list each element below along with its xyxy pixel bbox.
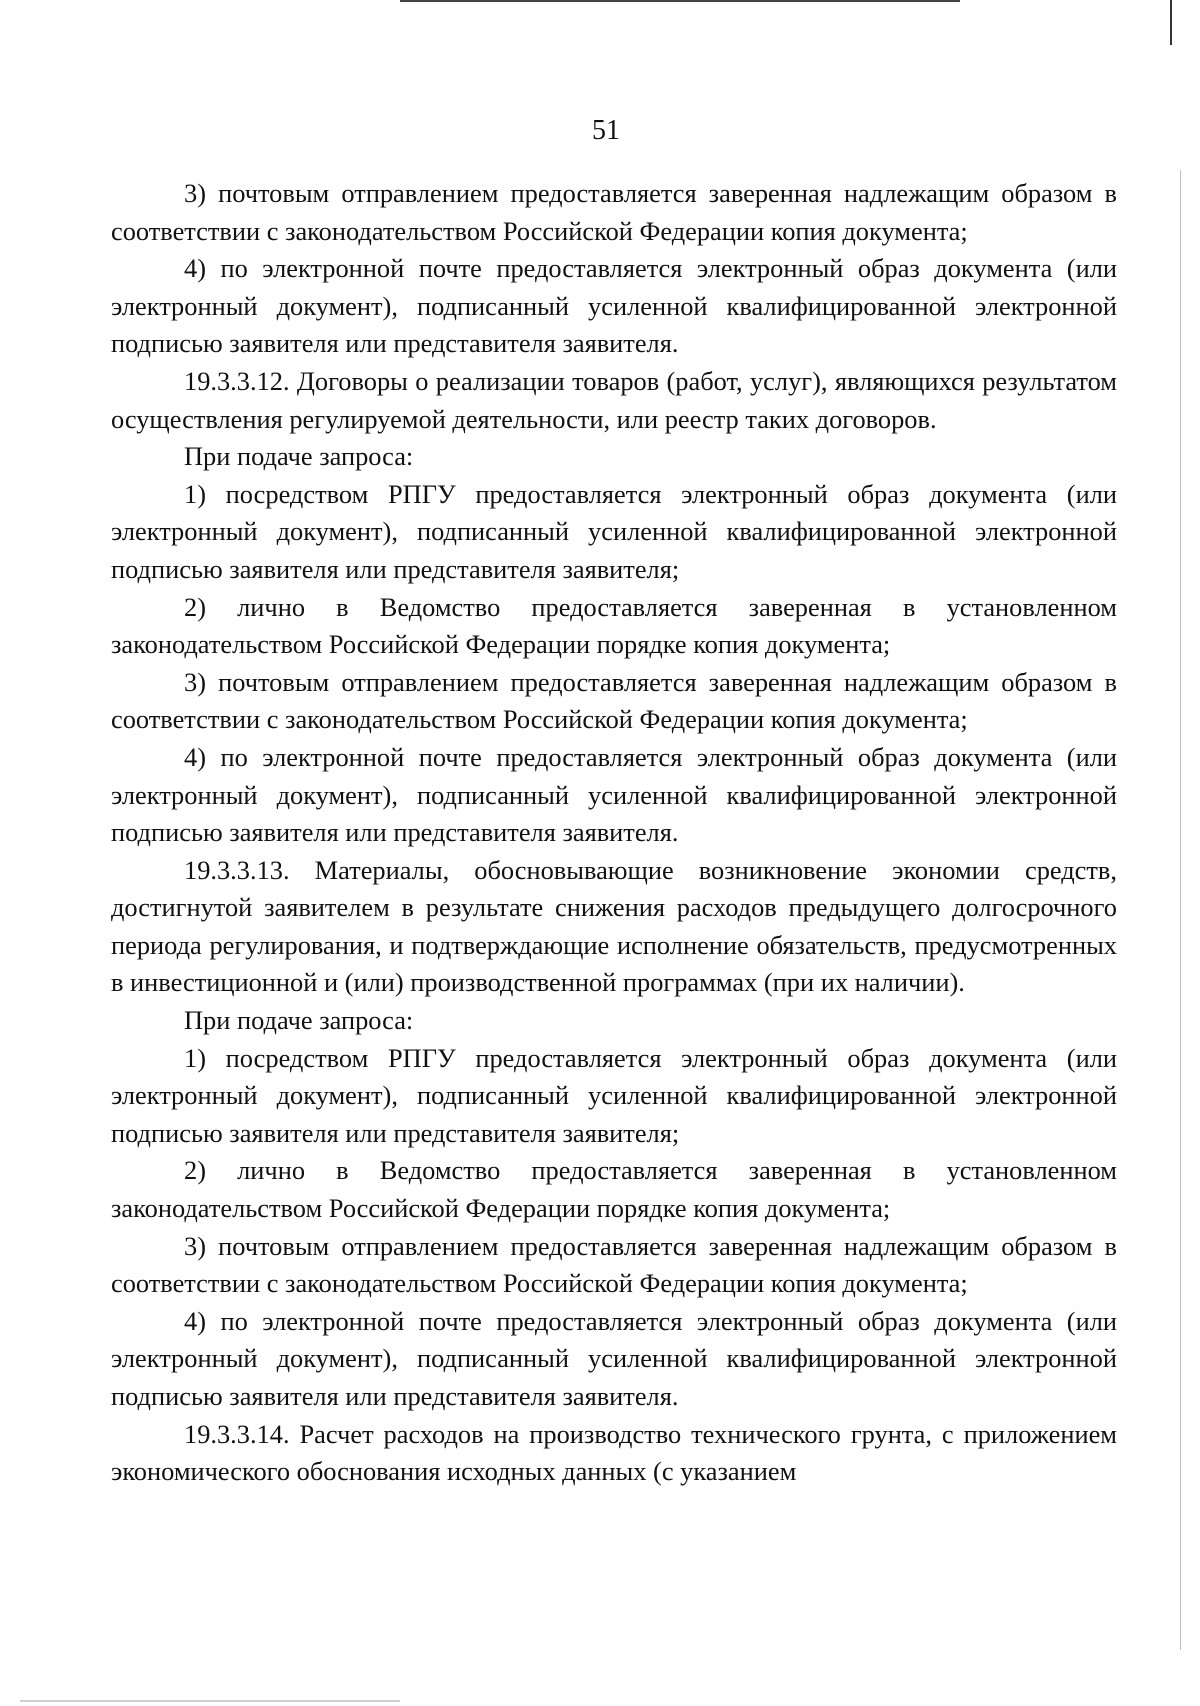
paragraph-rpgu-2: 1) посредством РПГУ предоставляется электронный образ документа (или электронный документ), подписанный усиленной квалифицированной электронной подписью заявителя или представителя заявителя; [111,1042,1117,1148]
paragraph-email-1: 4) по электронной почте предоставляется электронный образ документа (или электронный документ), подписанный усиленной квалифицированной электронной подписью заявителя или представителя заявителя. [111,253,1117,359]
page-number: 51 [592,115,620,146]
scan-edge-bottom [20,1700,400,1702]
scan-edge-top [400,0,960,2]
paragraph-19-3-3-12: 19.3.3.12. Договоры о реализации товаров (работ, услуг), являющихся результатом осуществления регулируемой деятельности, или реестр таких договоров. [111,365,1117,434]
paragraph-rpgu-1: 1) посредством РПГУ предоставляется электронный образ документа (или электронный документ), подписанный усиленной квалифицированной электронной подписью заявителя или представителя заявителя; [111,478,1117,584]
paragraph-postal-3: 3) почтовым отправлением предоставляется заверенная надлежащим образом в соответствии с законодательством Российской Федерации копия документа; [111,1230,1117,1299]
paragraph-request-heading-2: При подаче запроса: [184,1005,414,1036]
paragraph-in-person-1: 2) лично в Ведомство предоставляется заверенная в установленном законодательством Российской Федерации порядке копия документа; [111,591,1117,660]
paragraph-19-3-3-13: 19.3.3.13. Материалы, обосновывающие возникновение экономии средств, достигнутой заявителем в результате снижения расходов предыдущего долгосрочного периода регулирования, и подтверждающие исполнение обязательств, предусмотренных в инвестиционной и (или) производственной программах (при их наличии). [111,854,1117,998]
paragraph-request-heading-1: При подаче запроса: [184,441,414,472]
paragraph-postal-2: 3) почтовым отправлением предоставляется заверенная надлежащим образом в соответствии с законодательством Российской Федерации копия документа; [111,666,1117,735]
paragraph-19-3-3-14: 19.3.3.14. Расчет расходов на производство технического грунта, с приложением экономического обоснования исходных данных (с указанием [111,1418,1117,1487]
paragraph-email-3: 4) по электронной почте предоставляется электронный образ документа (или электронный документ), подписанный усиленной квалифицированной электронной подписью заявителя или представителя заявителя. [111,1305,1117,1411]
paragraph-in-person-2: 2) лично в Ведомство предоставляется заверенная в установленном законодательством Российской Федерации порядке копия документа; [111,1155,1117,1224]
paragraph-email-2: 4) по электронной почте предоставляется электронный образ документа (или электронный документ), подписанный усиленной квалифицированной электронной подписью заявителя или представителя заявителя. [111,741,1117,848]
paragraph-postal-1: 3) почтовым отправлением предоставляется заверенная надлежащим образом в соответствии с законодательством Российской Федерации копия документа; [111,178,1117,246]
document-body [111,175,1117,1491]
scan-edge-right [1170,0,1172,45]
scan-edge-right-faint [1180,170,1181,1650]
